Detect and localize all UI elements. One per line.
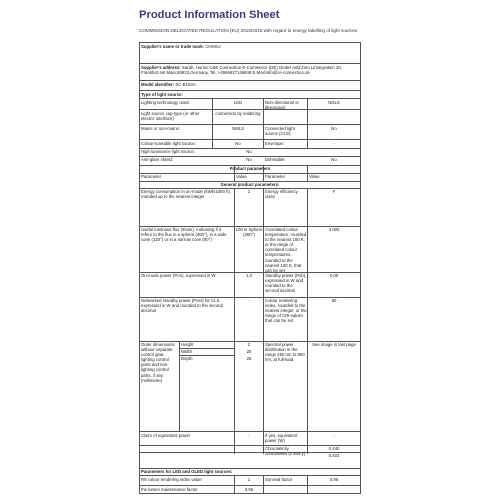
supplier-address-value: Sarah, Hurnic C&E Connection E-Commerce (DE) GmbH Add:Zum Linnegraben 20, Frankfurt am Main,65933,Germany, Tel.:+4906927146648 E-Mail:info@ce-connection.de — [141, 65, 342, 76]
cls-label: Connected light source (CLS): — [265, 126, 295, 137]
col-parameter-header: Parameter — [141, 174, 162, 179]
width-value: 25 — [246, 349, 252, 354]
spd-label: Spectral power distribution in the range 250 nm to 800 nm, at full-load — [265, 342, 305, 363]
antiglare-value: No — [246, 157, 252, 162]
onmode-label: On-mode power (Pon), expressed in W — [141, 273, 216, 278]
width-label: Width — [181, 349, 192, 354]
model-identifier-label: Model identifier: — [141, 82, 175, 87]
mains-label: Mains or non-mains: — [141, 126, 180, 131]
supplier-address-label: Supplier's address: — [141, 65, 181, 70]
page-title: Product Information Sheet — [139, 9, 280, 21]
cls-value: No — [331, 126, 337, 131]
cri-label: Colour rendering index, rounded to the nearest integer, or the range of CRI-values that can be set — [265, 298, 307, 324]
light-source-section-heading: Type of light source: — [141, 92, 183, 97]
envelope-value: - — [333, 141, 335, 146]
cri-value: 80 — [331, 298, 337, 303]
efficiency-label: Energy efficiency class — [265, 189, 298, 200]
luminance-label: High luminance light source: — [141, 149, 195, 154]
rule — [263, 188, 264, 454]
networked-value: - — [248, 298, 250, 303]
rule — [263, 475, 264, 494]
standby-label: Standby power (Psb), expressed in W and rounded to the second decimal — [265, 273, 307, 294]
height-value: 2 — [247, 342, 251, 347]
tech-value: LED — [233, 100, 243, 105]
energy-value: 1 — [247, 189, 251, 194]
product-parameters-heading: Product parameters — [229, 166, 271, 171]
supplier-name-value: CHNXU — [205, 44, 221, 49]
col-value-header: Value — [236, 174, 247, 179]
maintenance-label: the lumen maintenance factor — [141, 487, 198, 492]
rule — [139, 90, 361, 91]
dims-label: Outer dimensions without separate control gear, lighting control parts and non-lighting control parts, if any (millimetre) — [141, 342, 175, 383]
onmode-value: 1,0 — [246, 273, 252, 278]
dimmable-label: Dimmable: — [265, 157, 286, 162]
rule — [263, 98, 264, 148]
rule — [139, 475, 361, 476]
model-identifier-row — [141, 82, 357, 87]
energy-label: Energy consumption in on-mode (kWh/1000 h), rounded up to the nearest integer — [141, 189, 232, 200]
col-parameter-header-2: Parameter — [265, 174, 286, 179]
dimmable-value: No — [331, 157, 337, 162]
maintenance-value: 0,96 — [244, 487, 254, 492]
luminance-value: No — [246, 149, 252, 154]
antiglare-label: Anti-glare shield: — [141, 157, 174, 162]
supplier-address-row — [141, 65, 357, 81]
supplier-name-label: Supplier's name or trade mark: — [141, 44, 205, 49]
rule — [139, 431, 361, 432]
cct-label: Correlated colour temperature, rounded to the nearest 100 K, or the range of correlated colour temperatures, rounded to the nearest 100 K, that can be set — [265, 227, 307, 272]
tech-label: Lighting technology used: — [141, 100, 190, 105]
networked-label: Networked standby power (Pnet) for CLS, expressed in W and rounded to the second decimal — [141, 298, 223, 314]
equiv-label: If yes, equivalent power (W) — [265, 433, 298, 444]
tunable-value: No — [235, 141, 241, 146]
chroma-x-value: 0,440 — [328, 446, 340, 451]
regulation-text: COMMISSION DELEGATED REGULATION (EU) 2019/2015 with regard to energy labelling of light sources — [139, 28, 358, 33]
depth-label: Depth — [181, 356, 193, 361]
model-identifier-value: SC-B103A — [175, 82, 196, 87]
rule — [179, 341, 180, 431]
r9-label: R9 colour rendering index value — [141, 477, 202, 482]
rule — [139, 124, 361, 125]
led-section-heading: Parameters for LED and OLED light sources: — [141, 469, 233, 474]
supplier-name-row — [141, 44, 357, 49]
claim-value: - — [248, 433, 250, 438]
height-label: Height — [181, 342, 194, 347]
efficiency-value: F — [332, 189, 336, 194]
cap-value: connection by soldering — [215, 111, 261, 116]
directional-label: Non-directional or directional: — [265, 100, 299, 111]
chroma-y-value: 0,403 — [328, 453, 340, 458]
depth-value: 25 — [246, 356, 252, 361]
rule — [139, 485, 361, 486]
directional-value: NDLS — [328, 100, 340, 105]
cap-label: Light source cap-type (or other electric interface) — [141, 111, 200, 122]
rule — [139, 98, 361, 99]
survival-label: Survival factor — [265, 477, 293, 482]
equiv-value: - — [333, 433, 335, 438]
standby-value: 0,00 — [329, 273, 339, 278]
r9-value: 1 — [247, 477, 251, 482]
survival-value: 0,96 — [329, 477, 339, 482]
rule — [139, 109, 361, 110]
rule — [139, 139, 361, 140]
chroma-label: Chromaticity coordinates (x and y) — [265, 446, 306, 457]
tunable-label: Colour-tuneable light source: — [141, 141, 196, 146]
product-information-sheet — [139, 8, 361, 494]
col-value-header-2: Value — [309, 174, 320, 179]
envelope-label: Envelope: — [265, 141, 285, 146]
cct-value: 3 000 — [328, 227, 340, 232]
claim-label: Claim of equivalent power — [141, 433, 191, 438]
mains-value: NMLS — [232, 126, 244, 131]
general-parameters-heading: General product parameters: — [220, 182, 280, 187]
rule — [139, 63, 361, 64]
spd-value: See image in last page — [312, 342, 356, 347]
flux-value: 100 in Sphere (360°) — [235, 227, 263, 238]
flux-label: Useful luminous flux (Φuse), indicating if it refers to the flux in a sphere (360°), in a wide cone (120°) or in a narrow cone (90°) — [141, 227, 227, 243]
